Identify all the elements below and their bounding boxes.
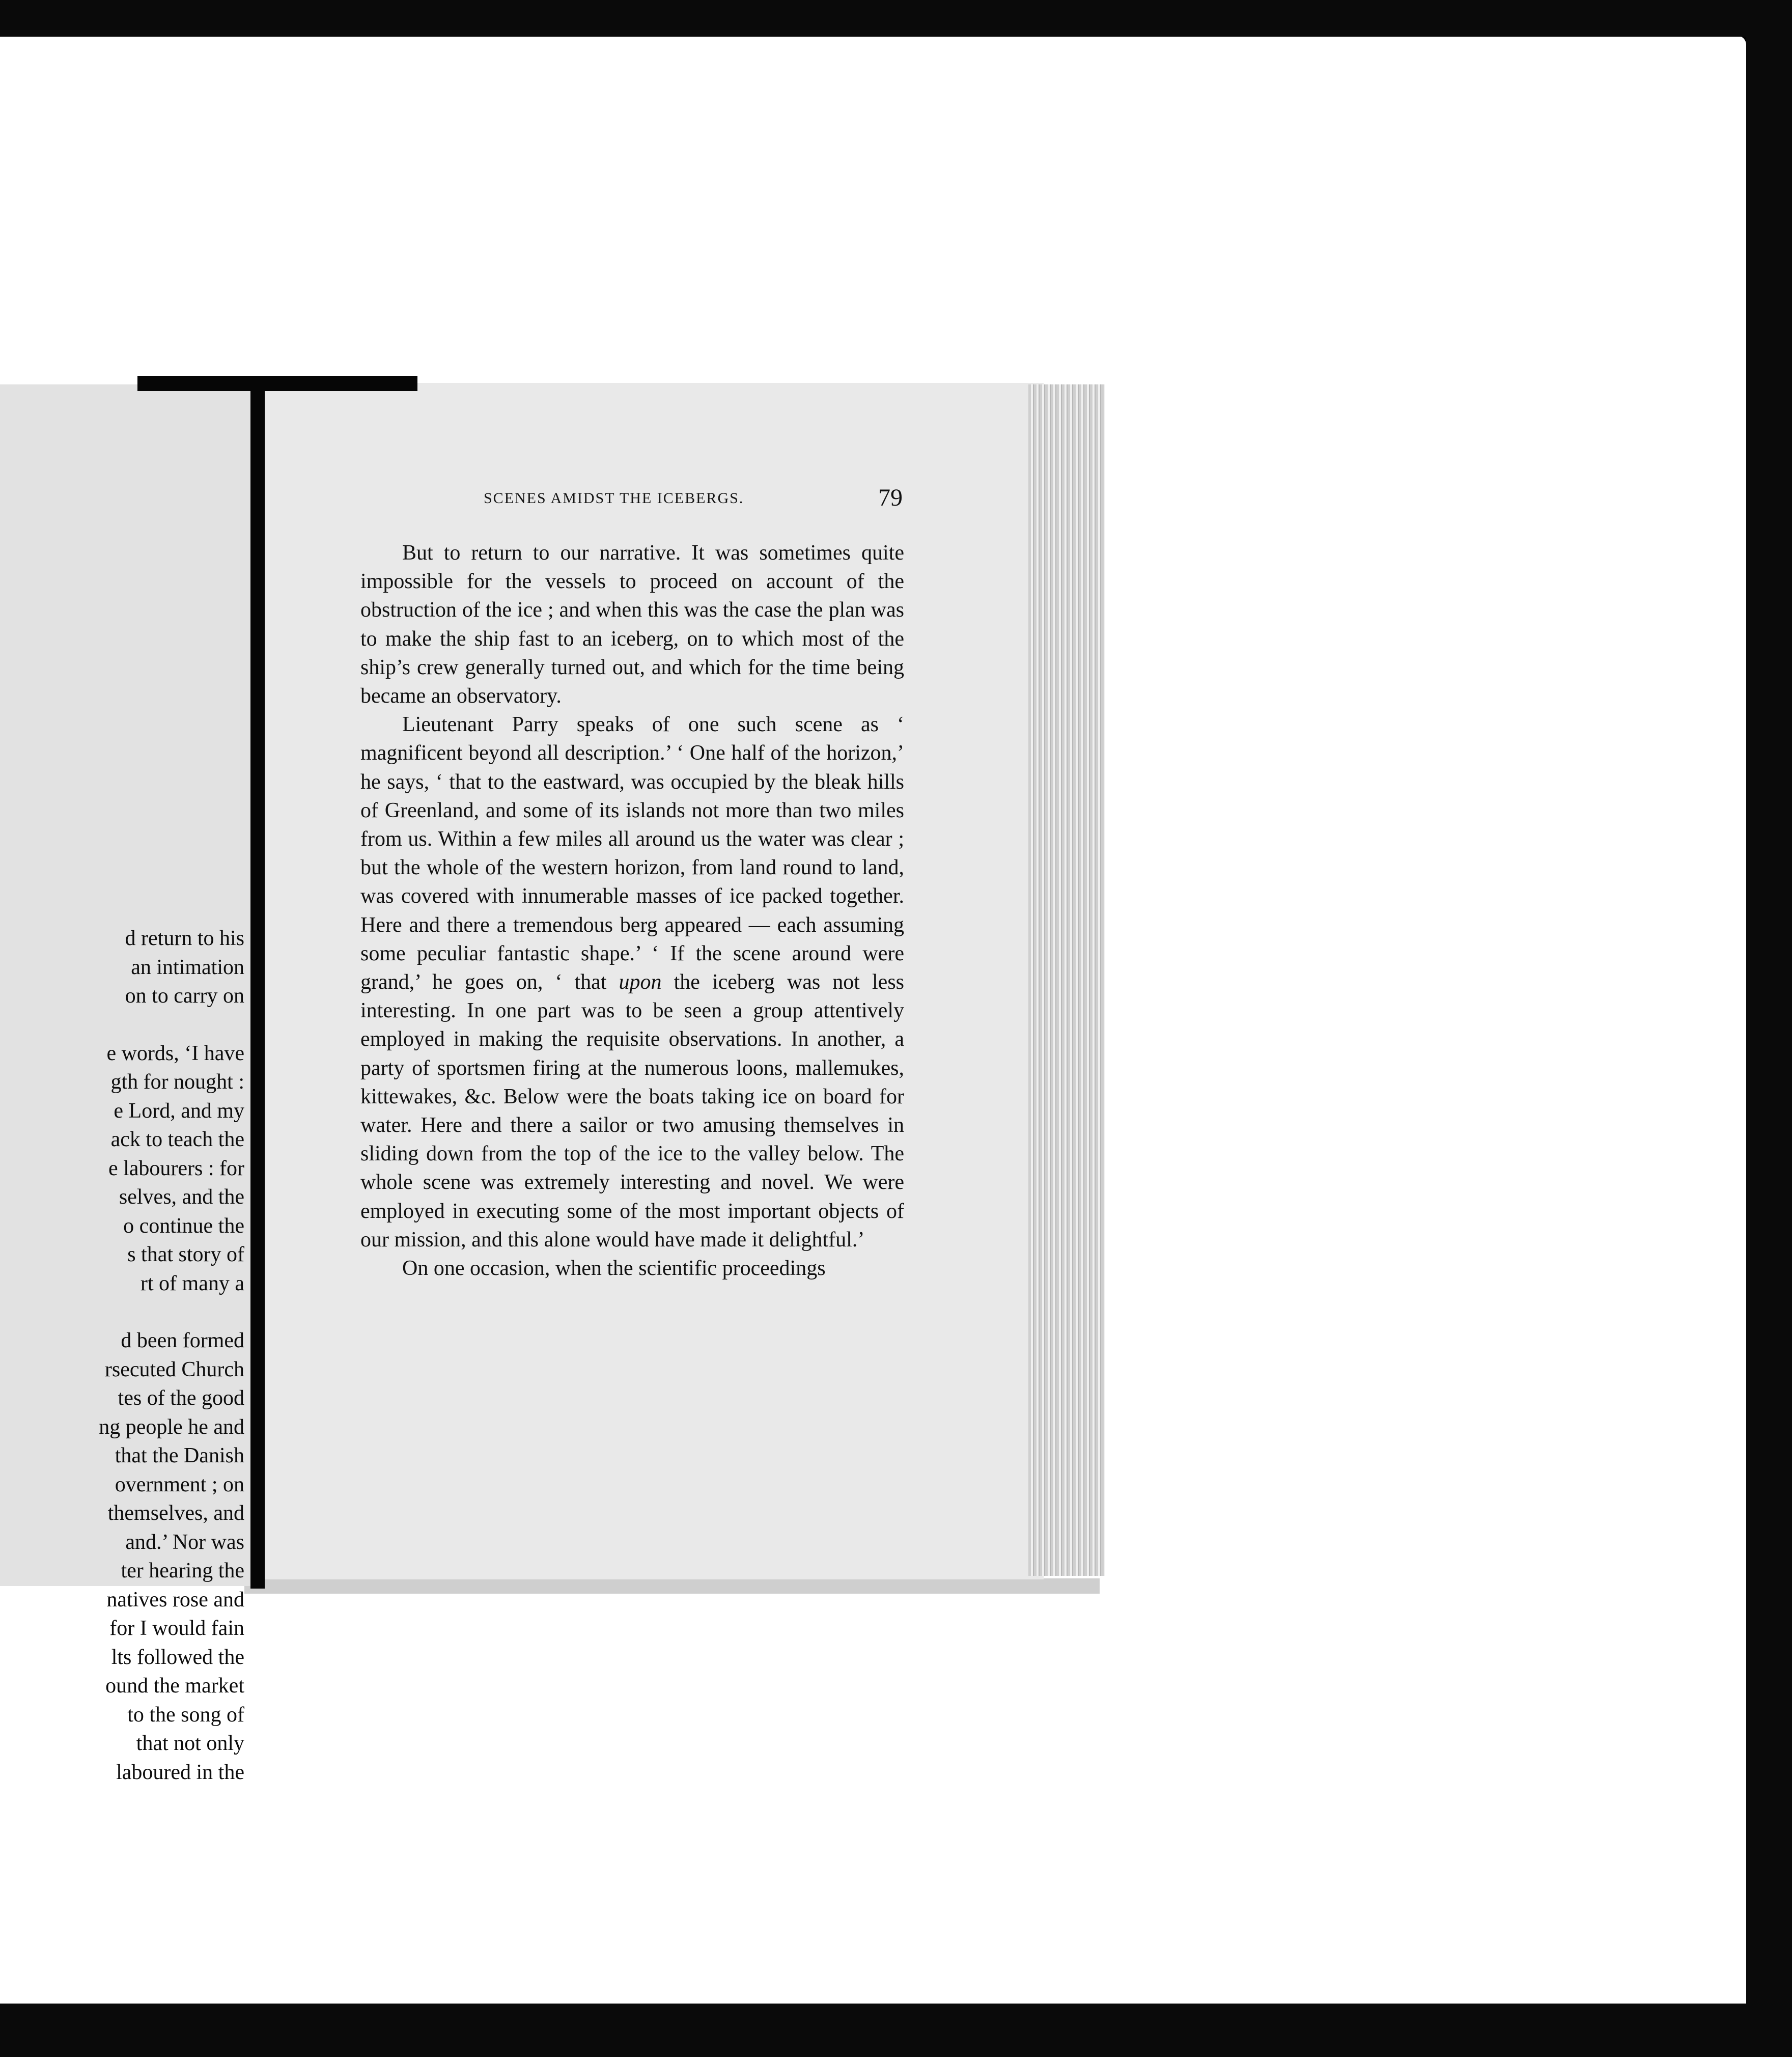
left-page-line: natives rose and [106, 1588, 244, 1611]
left-page-line: gth for nought : [110, 1070, 244, 1094]
left-page-line: laboured in the [116, 1760, 244, 1784]
left-page-line: e words, ‘I have [106, 1041, 244, 1065]
left-page-line: o continue the [123, 1214, 244, 1238]
left-page-line: e Lord, and my [114, 1099, 244, 1123]
emphasis-upon: upon [619, 970, 662, 994]
page-number: 79 [878, 484, 903, 511]
left-page-line: ound the market [105, 1674, 244, 1698]
scanner-frame-bottom [0, 2004, 1792, 2057]
book-clip [137, 376, 417, 391]
paragraph-2-part-2: ‘ that [543, 970, 619, 994]
left-page-line: e labourers : for [108, 1156, 244, 1180]
left-page-line: rt of many a [140, 1271, 244, 1295]
left-page-line: selves, and the [119, 1185, 244, 1209]
book-gutter [250, 379, 265, 1589]
left-page-line: ng people he and [99, 1415, 244, 1439]
left-page-line: that the Danish [115, 1444, 244, 1467]
left-page-line: tes of the good [118, 1386, 244, 1410]
left-page-line: d return to his [125, 927, 244, 950]
left-page-line: for I would fain [109, 1617, 244, 1640]
page-shadow [244, 1578, 1100, 1594]
left-page-line: s that story of [127, 1243, 244, 1266]
paragraph-2 [360, 710, 904, 1254]
left-page-line: rsecuted Church [104, 1357, 244, 1381]
left-page-line: ack to teach the [110, 1128, 244, 1151]
left-page-line: overnment ; on [115, 1472, 244, 1496]
left-page-line: ter hearing the [121, 1559, 244, 1582]
left-page-line: an intimation [131, 955, 244, 979]
left-page-line: themselves, and [107, 1502, 244, 1525]
left-page-line: that not only [136, 1732, 244, 1755]
running-head: SCENES AMIDST THE ICEBERGS. [484, 490, 744, 507]
left-page-line: d been formed [121, 1329, 244, 1352]
left-page-gap [0, 1011, 244, 1039]
paragraph-2-part-3: the iceberg was not less interesting. In one part was to be seen a group attentively employed in making the requisite observations. In another, a party of sportsmen firing at the numerous loons, mallemukes, kittewakes, &c. Below were the boats taking ice on board for water. Here and there a sailor or two amusing themselves in sliding down from the top of the ice to the valley below. The whole scene was extremely interesting and novel. We were employed in executing some of the most important objects of our mission, and this alone would have made it delightful.’ [360, 970, 905, 1252]
body-text [360, 539, 904, 1283]
left-page-text [0, 924, 244, 1787]
left-page-line: lts followed the [111, 1645, 244, 1669]
left-page-line: on to carry on [125, 984, 244, 1008]
scanner-frame-top [0, 0, 1792, 37]
left-page-gap [0, 1298, 244, 1326]
left-page-line: to the song of [127, 1703, 244, 1727]
paragraph-2-part-1: Lieutenant Parry speaks of one such scene as ‘ magnificent beyond all description.’ ‘ One half of the horizon,’ he says, ‘ that to the eastward, was occupied by the bleak hills of Greenland, and some of its islands not more than two miles from us. Within a few miles all around us the water was clear ; but the whole of the western horizon, from land round to land, was covered with innumerable masses of ice packed together. Here and there a tremendous berg appeared — each assuming some peculiar fantastic shape.’ ‘ If the scene around were grand,’ he goes on, [360, 713, 904, 994]
scanner-frame-right [1746, 0, 1792, 2057]
page-fore-edge [1028, 384, 1105, 1576]
paragraph-3: On one occasion, when the scientific proceedings [402, 1257, 826, 1281]
left-page-line: and.’ Nor was [125, 1530, 244, 1554]
left-page [0, 384, 255, 1784]
paragraph-1: But to return to our narrative. It was sometimes quite impossible for the vessels to proceed on account of the obstruction of the ice ; and when this was the case the plan was to make the ship fast to an iceberg, on to which most of the ship’s crew generally turned out, and which for the time being became an observatory. [360, 541, 904, 708]
